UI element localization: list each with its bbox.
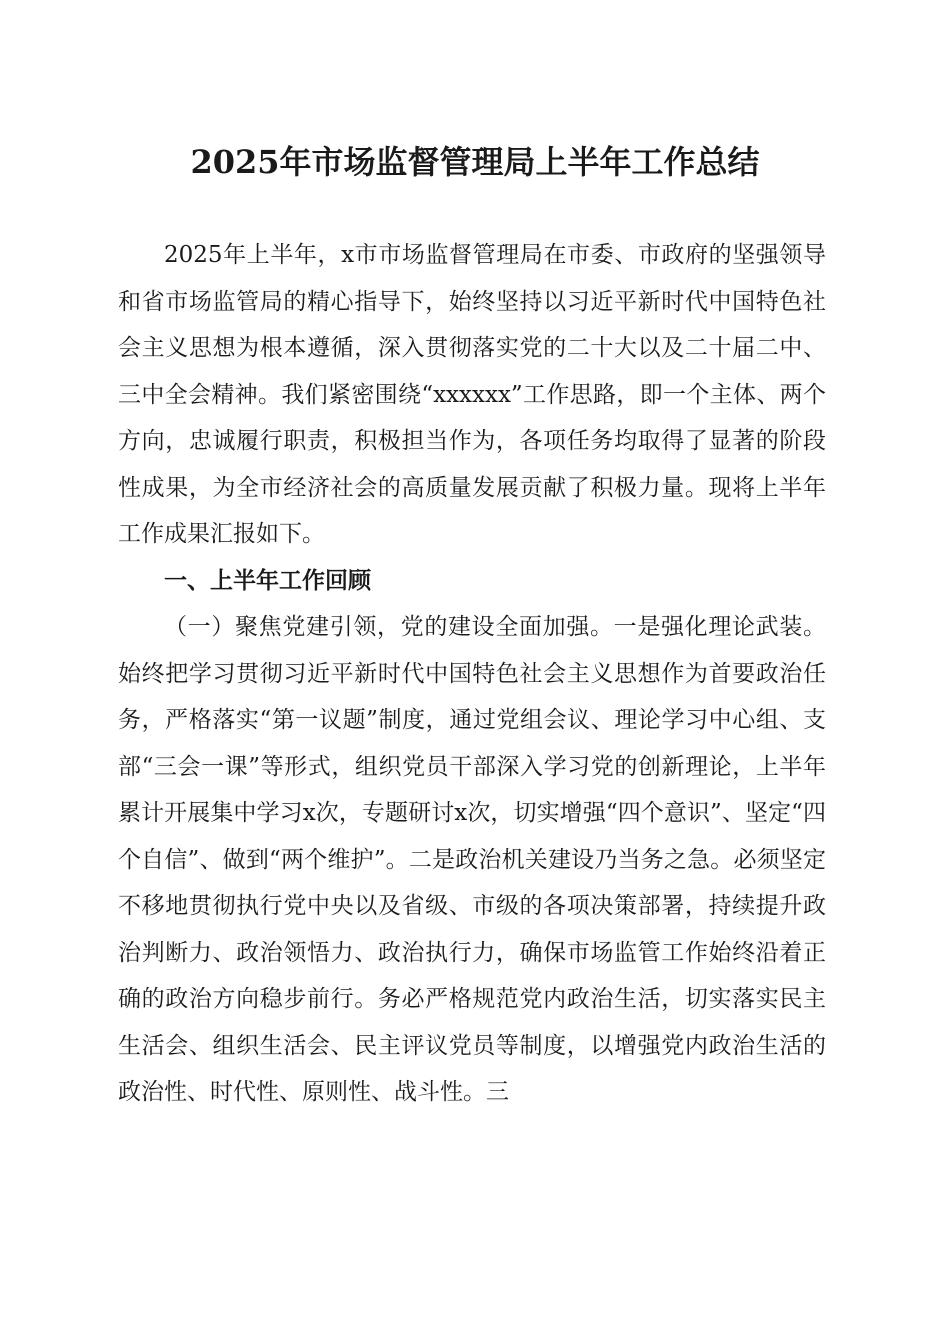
document-body [118,232,826,1116]
document-title: 2025年市场监督管理局上半年工作总结 [190,143,760,181]
subsection-paragraph [118,604,826,1116]
intro-paragraph: 2025年上半年，x市市场监督管理局在市委、市政府的坚强领导和省市场监管局的精心指导下，始终坚持以习近平新时代中国特色社会主义思想为根本遵循，深入贯彻落实党的二十大以及二十届二中、三中全会精神。我们紧密围绕“xxxxxx”工作思路，即一个主体、两个方向，忠诚履行职责，积极担当作为，各项任务均取得了显著的阶段性成果，为全市经济社会的高质量发展贡献了积极力量。现将上半年工作成果汇报如下。 [118,242,826,547]
subsection-body: 一是强化理论武装。始终把学习贯彻习近平新时代中国特色社会主义思想作为首要政治任务，严格落实“第一议题”制度，通过党组会议、理论学习中心组、支部“三会一课”等形式，组织党员干部深入学习党的创新理论，上半年累计开展集中学习x次，专题研讨x次，切实增强“四个意识”、坚定“四个自信”、做到“两个维护”。二是政治机关建设乃当务之急。必须坚定不移地贯彻执行党中央以及省级、市级的各项决策部署，持续提升政治判断力、政治领悟力、政治执行力，确保市场监管工作始终沿着正确的政治方向稳步前行。务必严格规范党内政治生活，切实落实民主生活会、组织生活会、民主评议党员等制度，以增强党内政治生活的政治性、时代性、原则性、战斗性。三 [118,614,827,1105]
subsection-heading: （一）聚焦党建引领，党的建设全面加强。 [164,614,614,640]
section-heading: 一、上半年工作回顾 [164,567,371,594]
